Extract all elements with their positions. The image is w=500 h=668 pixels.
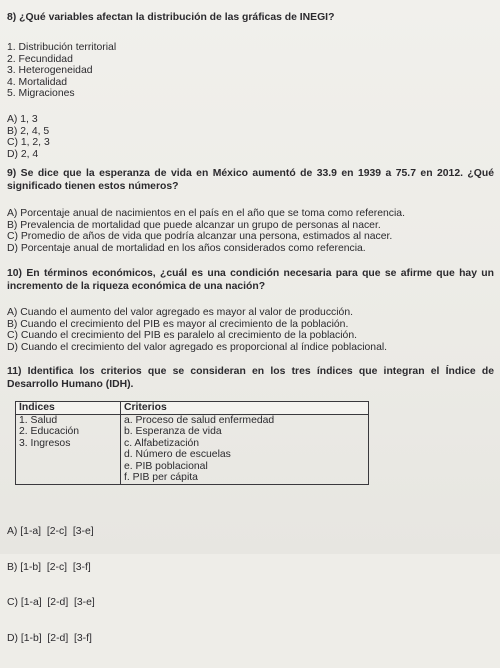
question-9 bbox=[7, 168, 494, 193]
question-9-option-b[interactable]: B) Prevalencia de mortalidad que puede alcanzar un grupo de personas al nacer. bbox=[7, 219, 381, 231]
criterion-item-e: e. PIB poblacional bbox=[124, 460, 208, 472]
index-item-salud: 1. Salud bbox=[19, 414, 58, 426]
question-10-option-b[interactable]: B) Cuando el crecimiento del PIB es mayor al crecimiento de la población. bbox=[7, 318, 349, 330]
question-8-items bbox=[7, 42, 494, 100]
question-10-title: 10) En términos económicos, ¿cuál es una condición necesaria para que se afirme que hay un incremento de la riqueza económica de una nación? bbox=[7, 268, 494, 292]
question-8-item-2: 2. Fecundidad bbox=[7, 53, 73, 65]
criterion-item-c: c. Alfabetización bbox=[124, 437, 200, 449]
question-11-option-b[interactable]: B) [1-b] [2-c] [3-f] bbox=[7, 561, 91, 573]
index-item-educacion: 2. Educación bbox=[19, 426, 80, 437]
question-8-option-c[interactable]: C) 1, 2, 3 bbox=[7, 137, 50, 148]
question-8-options bbox=[7, 114, 494, 160]
criteria-table-header-indices: Índices bbox=[16, 402, 121, 415]
question-9-option-a[interactable]: A) Porcentaje anual de nacimientos en el país en el año que se toma como referencia. bbox=[7, 208, 405, 219]
question-8-option-a[interactable]: A) 1, 3 bbox=[7, 114, 38, 125]
criteria-table-header-row bbox=[16, 402, 369, 415]
question-8-option-d[interactable]: D) 2, 4 bbox=[7, 148, 39, 160]
question-8-item-5: 5. Migraciones bbox=[7, 88, 75, 99]
question-8 bbox=[7, 12, 494, 25]
question-8-item-3: 3. Heterogeneidad bbox=[7, 65, 93, 76]
criteria-table-row bbox=[16, 414, 369, 484]
criteria-table-indices-cell bbox=[16, 414, 121, 484]
question-8-item-1: 1. Distribución territorial bbox=[7, 42, 117, 53]
question-11 bbox=[7, 366, 494, 391]
criterion-item-a: a. Proceso de salud enfermedad bbox=[124, 414, 275, 426]
index-item-ingresos: 3. Ingresos bbox=[19, 437, 71, 449]
question-9-title: 9) Se dice que la esperanza de vida en México aumentó de 33.9 en 1939 a 75.7 en 2012. ¿Qué significado tienen estos números? bbox=[7, 168, 494, 192]
question-10-option-a[interactable]: A) Cuando el aumento del valor agregado es mayor al valor de producción. bbox=[7, 307, 353, 318]
question-10-option-c[interactable]: C) Cuando el crecimiento del PIB es paralelo al crecimiento de la población. bbox=[7, 330, 358, 341]
question-9-option-d[interactable]: D) Porcentaje anual de mortalidad en los años considerados como referencia. bbox=[7, 242, 366, 254]
question-9-option-c[interactable]: C) Promedio de años de vida que podría alcanzar una persona, estimados al nacer. bbox=[7, 231, 393, 242]
criteria-table bbox=[15, 401, 369, 485]
question-11-option-d[interactable]: D) [1-b] [2-d] [3-f] bbox=[7, 632, 92, 644]
criterion-item-d: d. Número de escuelas bbox=[124, 449, 231, 460]
criterion-item-f: f. PIB per cápita bbox=[124, 472, 198, 483]
question-11-option-c[interactable]: C) [1-a] [2-d] [3-e] bbox=[7, 597, 95, 608]
question-10 bbox=[7, 268, 494, 293]
question-11-title: 11) Identifica los criterios que se consideran en los tres índices que integran el Índice de Desarrollo Humano (IDH). bbox=[7, 366, 494, 390]
question-11-options bbox=[7, 502, 494, 668]
question-10-option-d[interactable]: D) Cuando el crecimiento del valor agregado es proporcional al índice poblacional. bbox=[7, 341, 388, 353]
question-10-options bbox=[7, 307, 494, 353]
criterion-item-b: b. Esperanza de vida bbox=[124, 426, 222, 437]
question-8-option-b[interactable]: B) 2, 4, 5 bbox=[7, 125, 50, 137]
question-8-title: 8) ¿Qué variables afectan la distribución de las gráficas de INEGI? bbox=[7, 12, 335, 23]
question-9-options bbox=[7, 208, 494, 254]
criteria-table-criterios-cell bbox=[121, 414, 369, 484]
criteria-table-header-criterios: Criterios bbox=[121, 402, 369, 415]
question-11-option-a[interactable]: A) [1-a] [2-c] [3-e] bbox=[7, 526, 94, 537]
question-8-item-4: 4. Mortalidad bbox=[7, 76, 68, 88]
